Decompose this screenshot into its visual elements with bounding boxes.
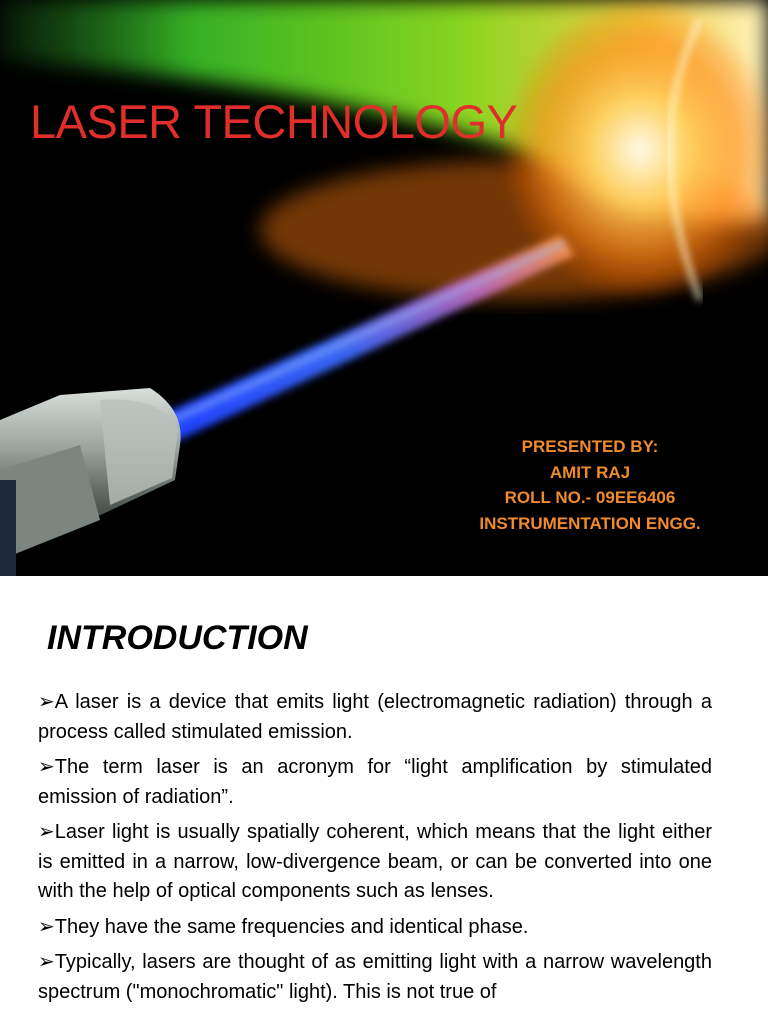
department: INSTRUMENTATION ENGG. — [479, 513, 701, 533]
list-item — [38, 913, 712, 943]
bullet-text: Laser light is usually spatially coherent, which means that the light either is emitted in a narrow, low-divergence beam, or can be converted into one with the help of optical components such as lenses. — [38, 821, 712, 902]
slide-title: LASER TECHNOLOGY — [30, 95, 518, 148]
list-item — [38, 818, 712, 907]
list-item — [38, 753, 712, 812]
bullet-text: Typically, lasers are thought of as emitting light with a narrow wavelength spectrum ("monochromatic" light). This is not true of — [38, 951, 712, 1003]
bullet-list — [38, 688, 712, 1013]
presenter-name: AMIT RAJ — [549, 462, 631, 482]
introduction-slide — [0, 576, 768, 1024]
bullet-text: The term laser is an acronym for “light amplification by stimulated emission of radiation”. — [38, 756, 712, 808]
arrow-bullet-icon: ➢ — [38, 756, 55, 778]
arrow-bullet-icon: ➢ — [38, 951, 55, 973]
section-heading: INTRODUCTION — [47, 619, 308, 657]
list-item — [38, 688, 712, 747]
arrow-bullet-icon: ➢ — [38, 915, 55, 938]
list-item — [38, 948, 712, 1007]
bullet-text: They have the same frequencies and identical phase. — [54, 915, 529, 938]
laser-pointer — [0, 388, 181, 576]
bullet-text: A laser is a device that emits light (electromagnetic radiation) through a process called stimulated emission. — [38, 691, 712, 743]
roll-number: ROLL NO.- 09EE6406 — [504, 488, 676, 507]
arrow-bullet-icon: ➢ — [38, 821, 55, 843]
presenter-info — [440, 434, 740, 536]
arrow-bullet-icon: ➢ — [38, 691, 55, 713]
presenter-label: PRESENTED BY: — [521, 437, 659, 456]
